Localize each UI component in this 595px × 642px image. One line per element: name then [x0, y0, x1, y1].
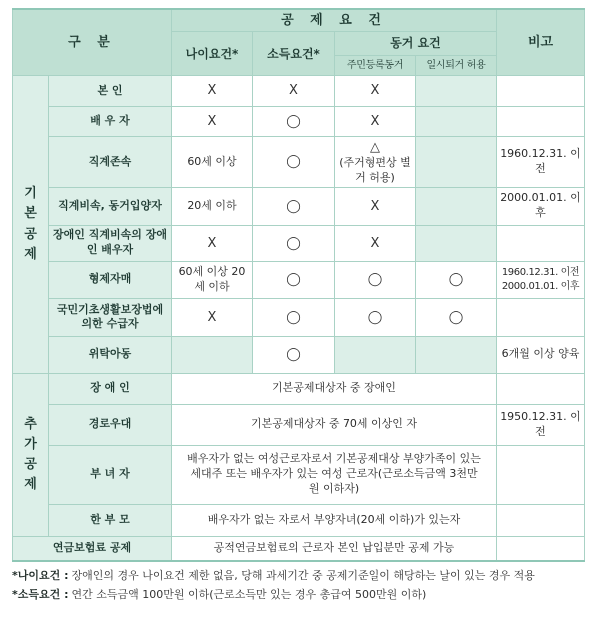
cell-mark: X: [335, 76, 416, 106]
header-age: 나이요건*: [172, 31, 253, 76]
table-row: [13, 262, 585, 299]
cell-empty: [416, 76, 497, 106]
cell-age: 60세 이상: [172, 137, 253, 188]
cell-content: 기본공제대상자 중 장애인: [172, 373, 497, 404]
footnote-label: *소득요건 :: [12, 588, 69, 601]
cell-mark: X: [253, 76, 335, 106]
header-income: 소득요건*: [253, 31, 335, 76]
row-label-woman-worker: 부 녀 자: [49, 445, 172, 504]
row-label-disabled: 장 애 인: [49, 373, 172, 404]
footnote-text: 연간 소득금액 100만원 이하(근로소득만 있는 경우 총급여 500만원 이하): [71, 588, 427, 601]
table-row: [13, 298, 585, 337]
cell-content: 공적연금보험료의 근로자 본인 납입분만 공제 가능: [172, 537, 497, 561]
table-row: [13, 76, 585, 106]
footnote-label: *나이요건 :: [12, 569, 69, 582]
row-label-disabled-descendant: 장애인 직계비속의 장애인 배우자: [49, 225, 172, 262]
cell-mark: ◯: [416, 262, 497, 299]
footnote-income: [12, 587, 587, 603]
group-basic-deduction: 기 본 공 제: [13, 76, 49, 373]
cell-mark: ◯: [253, 262, 335, 299]
table-row: [13, 106, 585, 136]
cell-mark: X: [335, 106, 416, 136]
header-resident-registration: 주민등록동거: [335, 56, 416, 76]
table-row: [13, 537, 585, 561]
cell-remark: 2000.01.01. 이후: [497, 188, 585, 226]
cell-mark: ◯: [335, 298, 416, 337]
deduction-table: [12, 8, 585, 562]
cell-empty: [335, 337, 416, 374]
cell-age: 60세 이상 20세 이하: [172, 262, 253, 299]
triangle-mark: △: [370, 139, 380, 155]
cell-age: 20세 이하: [172, 188, 253, 226]
cell-empty: [416, 188, 497, 226]
cell-mark: X: [172, 76, 253, 106]
row-label-siblings: 형제자매: [49, 262, 172, 299]
group-additional-deduction: 추 가 공 제: [13, 373, 49, 536]
cell-mark: ◯: [253, 298, 335, 337]
footnote-age: [12, 568, 587, 584]
cell-empty: [497, 225, 585, 262]
cell-mark: ◯: [416, 298, 497, 337]
row-label-pension-insurance: 연금보험료 공제: [13, 537, 172, 561]
footnote-text: 장애인의 경우 나이요건 제한 없음, 당해 과세기간 중 공제기준일이 해당하는 날이 있는 경우 적용: [71, 569, 535, 582]
cell-mark: X: [172, 298, 253, 337]
cell-cohabitation: [335, 137, 416, 188]
table-row: [13, 445, 585, 504]
cell-empty: [497, 445, 585, 504]
cell-empty: [497, 76, 585, 106]
cell-mark: ◯: [253, 337, 335, 374]
row-label-descendant: 직계비속, 동거입양자: [49, 188, 172, 226]
cell-empty: [416, 106, 497, 136]
cell-content: 배우자가 없는 자로서 부양자녀(20세 이하)가 있는자: [172, 504, 497, 536]
cell-empty: [497, 537, 585, 561]
cell-empty: [416, 337, 497, 374]
cell-remark: 1960.12.31. 이전: [497, 137, 585, 188]
cell-mark: X: [172, 106, 253, 136]
cell-content: 배우자가 없는 여성근로자로서 기본공제대상 부양가족이 있는 세대주 또는 배우자가 있는 여성 근로자(근로소득금액 3천만원 이하자): [172, 445, 497, 504]
cell-empty: [172, 337, 253, 374]
cell-empty: [497, 298, 585, 337]
table-row: [13, 405, 585, 446]
cell-empty: [497, 504, 585, 536]
cell-empty: [416, 225, 497, 262]
cell-mark: ◯: [335, 262, 416, 299]
table-row: [13, 337, 585, 374]
cell-mark: ◯: [253, 137, 335, 188]
cell-empty: [497, 106, 585, 136]
header-cohabitation: 동거 요건: [335, 31, 497, 55]
cell-remark: 6개월 이상 양육: [497, 337, 585, 374]
cell-empty: [416, 137, 497, 188]
cell-empty: [497, 373, 585, 404]
row-label-ascendant: 직계존속: [49, 137, 172, 188]
row-label-elderly: 경로우대: [49, 405, 172, 446]
cell-remark: 1960.12.31. 이전 2000.01.01. 이후: [497, 262, 585, 299]
header-temporary-leave: 일시퇴거 허용: [416, 56, 497, 76]
cell-content: 기본공제대상자 중 70세 이상인 자: [172, 405, 497, 446]
cell-mark: X: [335, 188, 416, 226]
row-label-spouse: 배 우 자: [49, 106, 172, 136]
row-label-foster-child: 위탁아동: [49, 337, 172, 374]
row-label-self: 본 인: [49, 76, 172, 106]
table-row: [13, 137, 585, 188]
cell-mark: ◯: [253, 106, 335, 136]
table-row: [13, 373, 585, 404]
cell-mark: X: [172, 225, 253, 262]
header-requirements: 공 제 요 건: [172, 9, 497, 31]
table-row: [13, 225, 585, 262]
header-remarks: 비고: [497, 9, 585, 76]
table-row: [13, 188, 585, 226]
cell-mark: ◯: [253, 188, 335, 226]
row-label-single-parent: 한 부 모: [49, 504, 172, 536]
footnotes: [12, 568, 587, 606]
header-category: 구 분: [13, 9, 172, 76]
cell-mark: ◯: [253, 225, 335, 262]
row-label-livelihood-recipient: 국민기초생활보장법에 의한 수급자: [49, 298, 172, 337]
cell-remark: 1950.12.31. 이전: [497, 405, 585, 446]
table-row: [13, 504, 585, 536]
cell-mark: X: [335, 225, 416, 262]
cohabitation-note: (주거형편상 별거 허용): [339, 156, 411, 184]
